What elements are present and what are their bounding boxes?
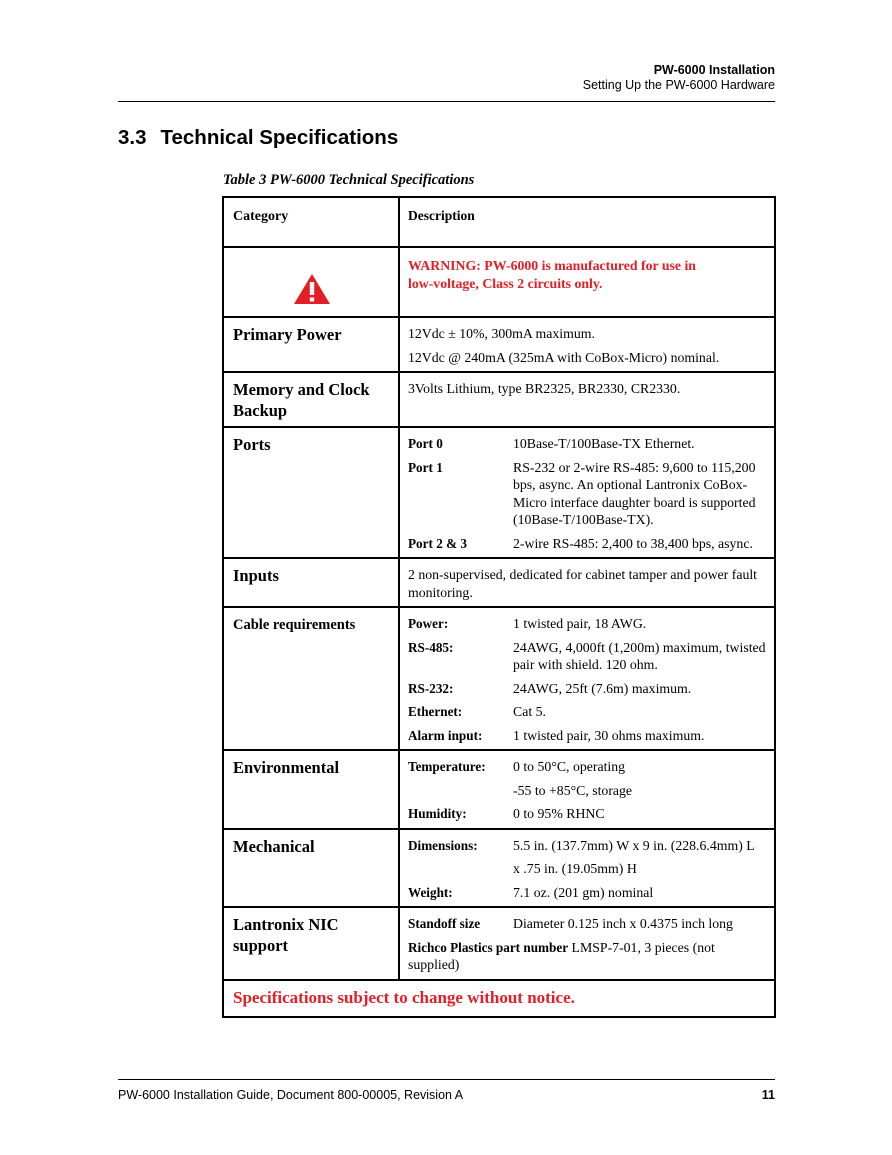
spec-pair [408,727,766,745]
footer-rule [118,1079,775,1080]
richco-value: LMSP-7-01, 3 pieces (not supplied) [408,939,715,972]
spec-key [408,782,513,800]
spec-pair [408,435,766,453]
spec-table [222,196,776,1018]
warning-line-2: low-voltage, Class 2 circuits only. [408,276,603,291]
table-row-warning [223,247,775,317]
spec-pair [408,860,766,878]
standoff-value: Diameter 0.125 inch x 0.4375 inch long [513,916,733,931]
table-row-inputs [223,558,775,607]
category-mechanical: Mechanical [223,829,399,908]
desc-mechanical [399,829,775,908]
page-number: 11 [761,1088,775,1102]
spec-key: Weight: [408,884,453,900]
warning-triangle-icon [293,273,331,305]
desc-primary-power [399,317,775,372]
table-row-primary-power [223,317,775,372]
spec-pair [408,884,766,902]
table-header-row [223,197,775,247]
spec-pair [408,703,766,721]
spec-key: Humidity: [408,806,467,821]
desc-ports [399,427,775,558]
header-rule [118,101,775,102]
col-header-description: Description [399,197,775,247]
header-subtitle: Setting Up the PW-6000 Hardware [582,78,775,92]
table-row-environmental [223,750,775,829]
spec-value: Cat 5. [513,704,546,719]
spec-pair [408,782,766,800]
category-inputs: Inputs [223,558,399,607]
spec-pair [408,680,766,698]
spec-key: Alarm input: [408,727,483,743]
spec-pair [408,535,766,553]
category-environmental: Environmental [223,750,399,829]
spec-pair [408,639,766,674]
footer-document: PW-6000 Installation Guide, Document 800-00005, Revision A [118,1088,464,1102]
spec-value: 10Base-T/100Base-TX Ethernet. [513,436,695,451]
spec-pair [408,837,766,855]
running-header [583,63,775,93]
category-memory: Memory and Clock Backup [223,372,399,427]
richco-key: Richco Plastics part number [408,939,569,955]
desc-environmental [399,750,775,829]
warning-text-cell [399,247,775,317]
section-heading [118,126,398,150]
warning-icon-cell [223,247,399,317]
category-ports: Ports [223,427,399,558]
primary-power-line-2: 12Vdc @ 240mA (325mA with CoBox-Micro) nominal. [408,349,720,365]
spec-value: 0 to 50°C, operating [513,759,626,774]
warning-text [408,255,766,293]
spec-key: Ethernet: [408,704,463,719]
table-row-nic [223,907,775,980]
footer-note: Specifications subject to change without notice. [223,980,775,1017]
spec-key: Port 0 [408,436,443,451]
primary-power-line-1: 12Vdc ± 10%, 300mA maximum. [408,326,595,341]
spec-value: 2-wire RS-485: 2,400 to 38,400 bps, async. [513,535,753,551]
category-primary-power: Primary Power [223,317,399,372]
standoff-key: Standoff size [408,916,481,931]
spec-value: x .75 in. (19.05mm) H [513,861,637,876]
richco-line [408,939,766,974]
spec-value: 5.5 in. (137.7mm) W x 9 in. (228.6.4mm) L [513,837,755,853]
desc-memory: 3Volts Lithium, type BR2325, BR2330, CR2330. [399,372,775,427]
section-title: Technical Specifications [160,126,399,149]
category-cable: Cable requirements [223,607,399,750]
table-row-footer-note [223,980,775,1017]
warning-line-1: WARNING: PW-6000 is manufactured for use in [408,258,696,273]
desc-cable [399,607,775,750]
spec-pair [408,758,766,776]
spec-key: RS-485: [408,639,454,655]
desc-nic [399,907,775,980]
spec-key: Power: [408,616,449,631]
spec-pair [408,459,766,529]
table-row-memory [223,372,775,427]
spec-key [408,860,513,878]
section-number: 3.3 [118,126,147,149]
spec-value: 24AWG, 25ft (7.6m) maximum. [513,680,692,696]
spec-key: Port 1 [408,459,443,475]
spec-key: Temperature: [408,759,486,774]
category-nic: Lantronix NIC support [223,907,399,980]
spec-key: Dimensions: [408,837,478,853]
table-row-cable [223,607,775,750]
spec-value: 1 twisted pair, 30 ohms maximum. [513,727,705,743]
spec-value: 7.1 oz. (201 gm) nominal [513,884,654,900]
spec-value: 24AWG, 4,000ft (1,200m) maximum, twisted pair with shield. 120 ohm. [513,639,766,672]
table-caption: Table 3 PW-6000 Technical Specifications [223,172,475,188]
spec-value: 0 to 95% RHNC [513,806,605,821]
spec-key: Port 2 & 3 [408,535,467,551]
col-header-category: Category [223,197,399,247]
spec-value: RS-232 or 2-wire RS-485: 9,600 to 115,200 bps, async. An optional Lantronix CoBox-Micro interface daughter board is supported (10Base-T/100Base-TX). [513,459,756,527]
spec-pair [408,805,766,823]
header-title: PW-6000 Installation [653,63,775,77]
table-row-mechanical [223,829,775,908]
spec-key: RS-232: [408,680,454,696]
spec-value: 1 twisted pair, 18 AWG. [513,616,647,631]
standoff-line [408,915,766,933]
spec-pair [408,615,766,633]
desc-inputs: 2 non-supervised, dedicated for cabinet tamper and power fault monitoring. [399,558,775,607]
spec-value: -55 to +85°C, storage [513,782,633,798]
table-row-ports [223,427,775,558]
